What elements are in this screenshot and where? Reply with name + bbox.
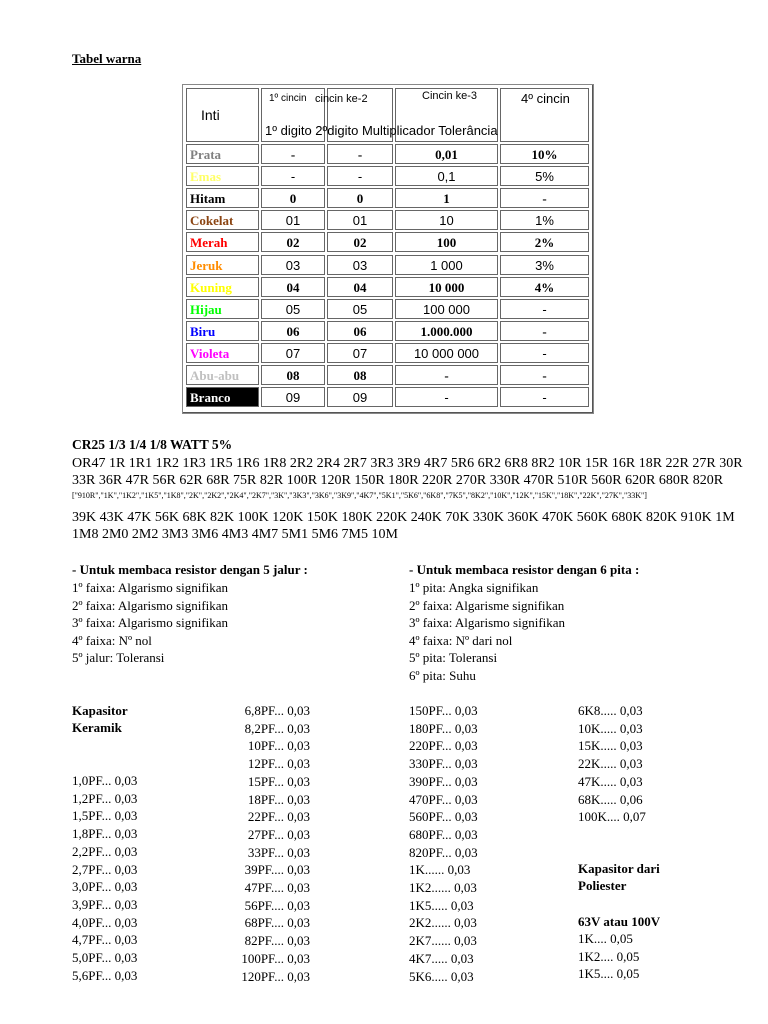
list-item: 4º faixa: Nº dari nol	[409, 632, 513, 648]
list-item: 220PF... 0,03	[409, 738, 478, 754]
list-item: 39PF.... 0,03	[244, 862, 310, 878]
list-item: 4,7PF... 0,03	[72, 932, 138, 948]
list-item: 1K2...... 0,03	[409, 880, 477, 895]
list-item: 1º faixa: Algarismo signifikan	[72, 580, 229, 595]
multiplier: 100	[436, 235, 457, 251]
color-name: Branco	[190, 390, 231, 406]
list-item: 82PF.... 0,03	[244, 933, 310, 949]
color-name: Kuning	[190, 279, 232, 295]
table-cell	[395, 188, 498, 208]
list-item: 47PF.... 0,03	[244, 880, 310, 895]
list-item: 680PF... 0,03	[409, 826, 478, 842]
multiplier: -	[444, 368, 449, 383]
list-item: 56PF.... 0,03	[244, 897, 310, 913]
list-item: 5º pita: Toleransi	[409, 650, 498, 666]
table-cell	[327, 255, 393, 275]
table-cell	[186, 387, 259, 407]
digit-1: 08	[286, 368, 300, 383]
list-item: 2º faixa: Algarisme signifikan	[409, 597, 565, 613]
list-item: 2K2...... 0,03	[409, 915, 477, 931]
digit-1: 05	[285, 301, 301, 317]
table-cell	[500, 144, 589, 164]
table-cell	[500, 277, 589, 297]
list-item: 1K.... 0,05	[578, 931, 633, 946]
table-cell	[327, 299, 393, 319]
list-item: 560PF... 0,03	[409, 809, 478, 825]
table-cell	[327, 365, 393, 385]
cr25-line-5: 1M8 2M0 2M2 3M3 3M6 4M3 4M7 5M1 5M6 7M5 10M	[72, 527, 398, 542]
digit-2: 06	[353, 323, 367, 339]
multiplier: -	[444, 390, 449, 406]
table-cell	[327, 232, 393, 252]
list-item: 6K8..... 0,03	[578, 703, 643, 718]
color-name: Biru	[190, 323, 216, 339]
cr25-line-3: ["910R","1K","1K2","1K5","1K8","2K","2K2","2K4","2K7","3K","3K3","3K6","3K9","4K7","5K1","5K6","6K8","7K5","8K2","10K","12K","15K","18K","22K","27K","33K"]	[72, 491, 647, 500]
header-c2: cincin ke-2	[315, 93, 368, 105]
list-item: 2º faixa: Algarismo signifikan	[72, 597, 229, 613]
list-item: 1K2.... 0,05	[578, 948, 640, 964]
tolerance: 1%	[535, 213, 554, 229]
table-cell	[261, 277, 325, 297]
list-item: 10K..... 0,03	[578, 720, 643, 736]
list-item: 1K5.... 0,05	[578, 966, 640, 982]
list-item: 5K6..... 0,03	[409, 968, 474, 984]
list-item: 15PF... 0,03	[247, 773, 310, 789]
tolerance: 2%	[534, 235, 555, 251]
capacitor-heading-1: Kapasitor	[72, 703, 128, 718]
color-name: Hitam	[190, 191, 226, 207]
table-cell	[186, 365, 259, 385]
color-code-table	[182, 84, 594, 414]
list-item: 3,9PF... 0,03	[72, 896, 138, 912]
list-item: 4,0PF... 0,03	[72, 914, 138, 930]
tolerance: 4%	[534, 279, 555, 295]
table-cell	[500, 188, 589, 208]
multiplier: 0,1	[437, 169, 456, 185]
digit-2: 04	[353, 279, 367, 295]
multiplier: 1	[443, 191, 450, 207]
cr25-heading: CR25 1/3 1/4 1/8 WATT 5%	[72, 437, 233, 452]
cr25-line-4: 39K 43K 47K 56K 68K 82K 100K 120K 150K 180K 220K 240K 70K 330K 360K 470K 560K 680K 820K 910K 1M	[72, 510, 735, 525]
list-item: 15K..... 0,03	[578, 738, 643, 754]
digit-2: 09	[352, 390, 368, 406]
list-item: 10PF... 0,03	[247, 738, 310, 754]
table-cell	[186, 210, 259, 230]
tolerance: 10%	[531, 147, 558, 162]
table-cell	[261, 387, 325, 407]
table-cell	[186, 299, 259, 319]
list-item: 4K7..... 0,03	[409, 950, 474, 966]
list-item: 18PF... 0,03	[247, 791, 310, 807]
digit-2: 02	[353, 235, 367, 251]
table-cell	[261, 365, 325, 385]
list-item: 22K..... 0,03	[578, 756, 643, 772]
polyester-heading-1: Kapasitor dari	[578, 861, 660, 876]
list-item: 5,6PF... 0,03	[72, 967, 138, 983]
list-item: 2,7PF... 0,03	[72, 861, 138, 877]
list-item: 100PF... 0,03	[241, 950, 310, 966]
color-name: Violeta	[190, 345, 230, 361]
digit-1: 02	[286, 235, 300, 251]
list-item: 4º faixa: Nº nol	[72, 632, 152, 648]
five-band-heading: - Untuk membaca resistor dengan 5 jalur :	[72, 562, 308, 577]
digit-1: 09	[285, 390, 301, 406]
list-item: 150PF... 0,03	[409, 703, 478, 718]
list-item: 180PF... 0,03	[409, 720, 478, 736]
table-cell	[327, 166, 393, 186]
capacitor-heading-2: Keramik	[72, 720, 122, 735]
color-name: Emas	[190, 169, 222, 185]
tolerance: -	[542, 301, 547, 317]
list-item: 1K5..... 0,03	[409, 897, 474, 913]
table-cell	[500, 387, 589, 407]
digit-1: 07	[285, 345, 301, 361]
table-cell	[395, 166, 498, 186]
list-item: 3,0PF... 0,03	[72, 879, 138, 895]
list-item: 1,8PF... 0,03	[72, 826, 138, 842]
digit-2: 05	[352, 301, 368, 317]
tolerance: -	[542, 390, 547, 406]
digit-1: 04	[286, 279, 300, 295]
list-item: 330PF... 0,03	[409, 756, 478, 772]
list-item: 120PF... 0,03	[241, 968, 310, 984]
list-item: 2,2PF... 0,03	[72, 843, 138, 859]
color-name: Prata	[190, 147, 222, 162]
table-cell	[500, 255, 589, 275]
multiplier: 100 000	[423, 301, 470, 317]
digit-2: 0	[356, 191, 364, 207]
table-cell	[261, 299, 325, 319]
list-item: 33PF... 0,03	[247, 844, 310, 860]
table-cell	[186, 321, 259, 341]
table-cell	[186, 166, 259, 186]
header-subtitle: 1º digito 2ºdigito Multiplicador Tolerância	[265, 123, 498, 138]
table-cell	[395, 232, 498, 252]
table-cell	[395, 365, 498, 385]
table-cell	[500, 166, 589, 186]
digit-2: 01	[352, 213, 368, 229]
list-item: 1,0PF... 0,03	[72, 773, 138, 788]
digit-1: -	[290, 169, 296, 185]
list-item: 47K..... 0,03	[578, 773, 643, 789]
digit-1: 0	[289, 191, 297, 207]
color-name: Abu-abu	[190, 368, 240, 383]
digit-2: 08	[353, 368, 367, 383]
color-name: Hijau	[190, 301, 222, 317]
table-cell	[327, 144, 393, 164]
table-cell	[261, 144, 325, 164]
table-cell	[500, 321, 589, 341]
table-cell	[395, 343, 498, 363]
multiplier: 10 000	[428, 279, 465, 295]
table-cell	[186, 188, 259, 208]
list-item: 6,8PF... 0,03	[244, 703, 310, 718]
table-cell	[395, 210, 498, 230]
table-cell	[500, 232, 589, 252]
list-item: 68K..... 0,06	[578, 791, 643, 807]
table-cell	[500, 299, 589, 319]
list-item: 1K...... 0,03	[409, 862, 471, 878]
list-item: 1,5PF... 0,03	[72, 808, 138, 824]
table-cell	[395, 277, 498, 297]
table-cell	[186, 255, 259, 275]
tolerance: 5%	[535, 169, 554, 185]
digit-2: -	[357, 147, 363, 162]
header-c1: 1º cincin	[269, 93, 307, 104]
list-item: 5º jalur: Toleransi	[72, 650, 165, 666]
header-inti: Inti	[201, 107, 220, 123]
list-item: 390PF... 0,03	[409, 773, 478, 789]
header-inti-cell	[186, 88, 259, 142]
table-cell	[261, 255, 325, 275]
six-band-heading: - Untuk membaca resistor dengan 6 pita :	[409, 562, 640, 577]
multiplier: 1.000.000	[420, 323, 473, 339]
list-item: 470PF... 0,03	[409, 791, 478, 807]
digit-1: -	[290, 147, 296, 162]
table-cell	[261, 188, 325, 208]
page-title: Tabel warna	[72, 51, 142, 66]
table-cell	[261, 210, 325, 230]
table-cell	[186, 232, 259, 252]
header-c4: 4º cincin	[521, 91, 570, 106]
table-cell	[500, 343, 589, 363]
color-name: Cokelat	[190, 213, 234, 229]
color-name: Jeruk	[190, 257, 223, 273]
list-item: 8,2PF... 0,03	[244, 720, 310, 736]
table-cell	[261, 166, 325, 186]
multiplier: 0,01	[435, 147, 458, 162]
list-item: 3º faixa: Algarismo signifikan	[72, 615, 229, 631]
list-item: 12PF... 0,03	[247, 756, 310, 772]
digit-2: 03	[352, 257, 368, 273]
list-item: 6º pita: Suhu	[409, 668, 476, 683]
polyester-voltage: 63V atau 100V	[578, 914, 661, 929]
list-item: 3º faixa: Algarismo signifikan	[409, 615, 566, 631]
table-cell	[395, 144, 498, 164]
table-cell	[327, 343, 393, 363]
table-cell	[327, 321, 393, 341]
multiplier: 1 000	[430, 257, 463, 273]
list-item: 68PF.... 0,03	[244, 915, 310, 931]
header-c3: Cincin ke-3	[422, 90, 478, 102]
table-cell	[261, 343, 325, 363]
list-item: 100K.... 0,07	[578, 809, 646, 825]
table-cell	[395, 321, 498, 341]
table-cell	[395, 387, 498, 407]
table-cell	[261, 232, 325, 252]
color-name: Merah	[190, 235, 228, 251]
list-item: 22PF... 0,03	[247, 809, 310, 825]
table-cell	[327, 277, 393, 297]
multiplier: 10 000 000	[413, 345, 480, 361]
cr25-line-1: OR47 1R 1R1 1R2 1R3 1R5 1R6 1R8 2R2 2R4 2R7 3R3 3R9 4R7 5R6 6R2 6R8 8R2 10R 15R 16R 18R 22R 27R 30R	[72, 456, 743, 471]
tolerance: 3%	[535, 257, 554, 273]
digit-1: 01	[285, 213, 301, 229]
digit-2: -	[357, 169, 363, 185]
digit-1: 03	[285, 257, 301, 273]
list-item: 2K7...... 0,03	[409, 933, 477, 949]
polyester-heading-2: Poliester	[578, 878, 627, 893]
table-cell	[327, 387, 393, 407]
list-item: 27PF... 0,03	[247, 826, 310, 842]
tolerance: -	[542, 368, 547, 383]
tolerance: -	[542, 191, 547, 207]
table-cell	[395, 255, 498, 275]
table-cell	[395, 299, 498, 319]
table-cell	[327, 188, 393, 208]
list-item: 820PF... 0,03	[409, 844, 478, 860]
tolerance: -	[542, 323, 547, 339]
digit-1: 06	[286, 323, 300, 339]
table-cell	[186, 144, 259, 164]
multiplier: 10	[439, 213, 454, 229]
list-item: 1º pita: Angka signifikan	[409, 580, 539, 595]
table-cell	[327, 210, 393, 230]
list-item: 5,0PF... 0,03	[72, 950, 138, 965]
table-cell	[261, 321, 325, 341]
digit-2: 07	[352, 345, 368, 361]
cr25-line-2: 33R 36R 47R 56R 62R 68R 75R 82R 100R 120R 150R 180R 220R 270R 330R 470R 510R 560R 620R 680R 820R	[72, 473, 724, 488]
table-cell	[186, 277, 259, 297]
table-cell	[500, 365, 589, 385]
table-cell	[500, 210, 589, 230]
tolerance: -	[542, 345, 547, 361]
list-item: 1,2PF... 0,03	[72, 790, 138, 806]
table-cell	[186, 343, 259, 363]
